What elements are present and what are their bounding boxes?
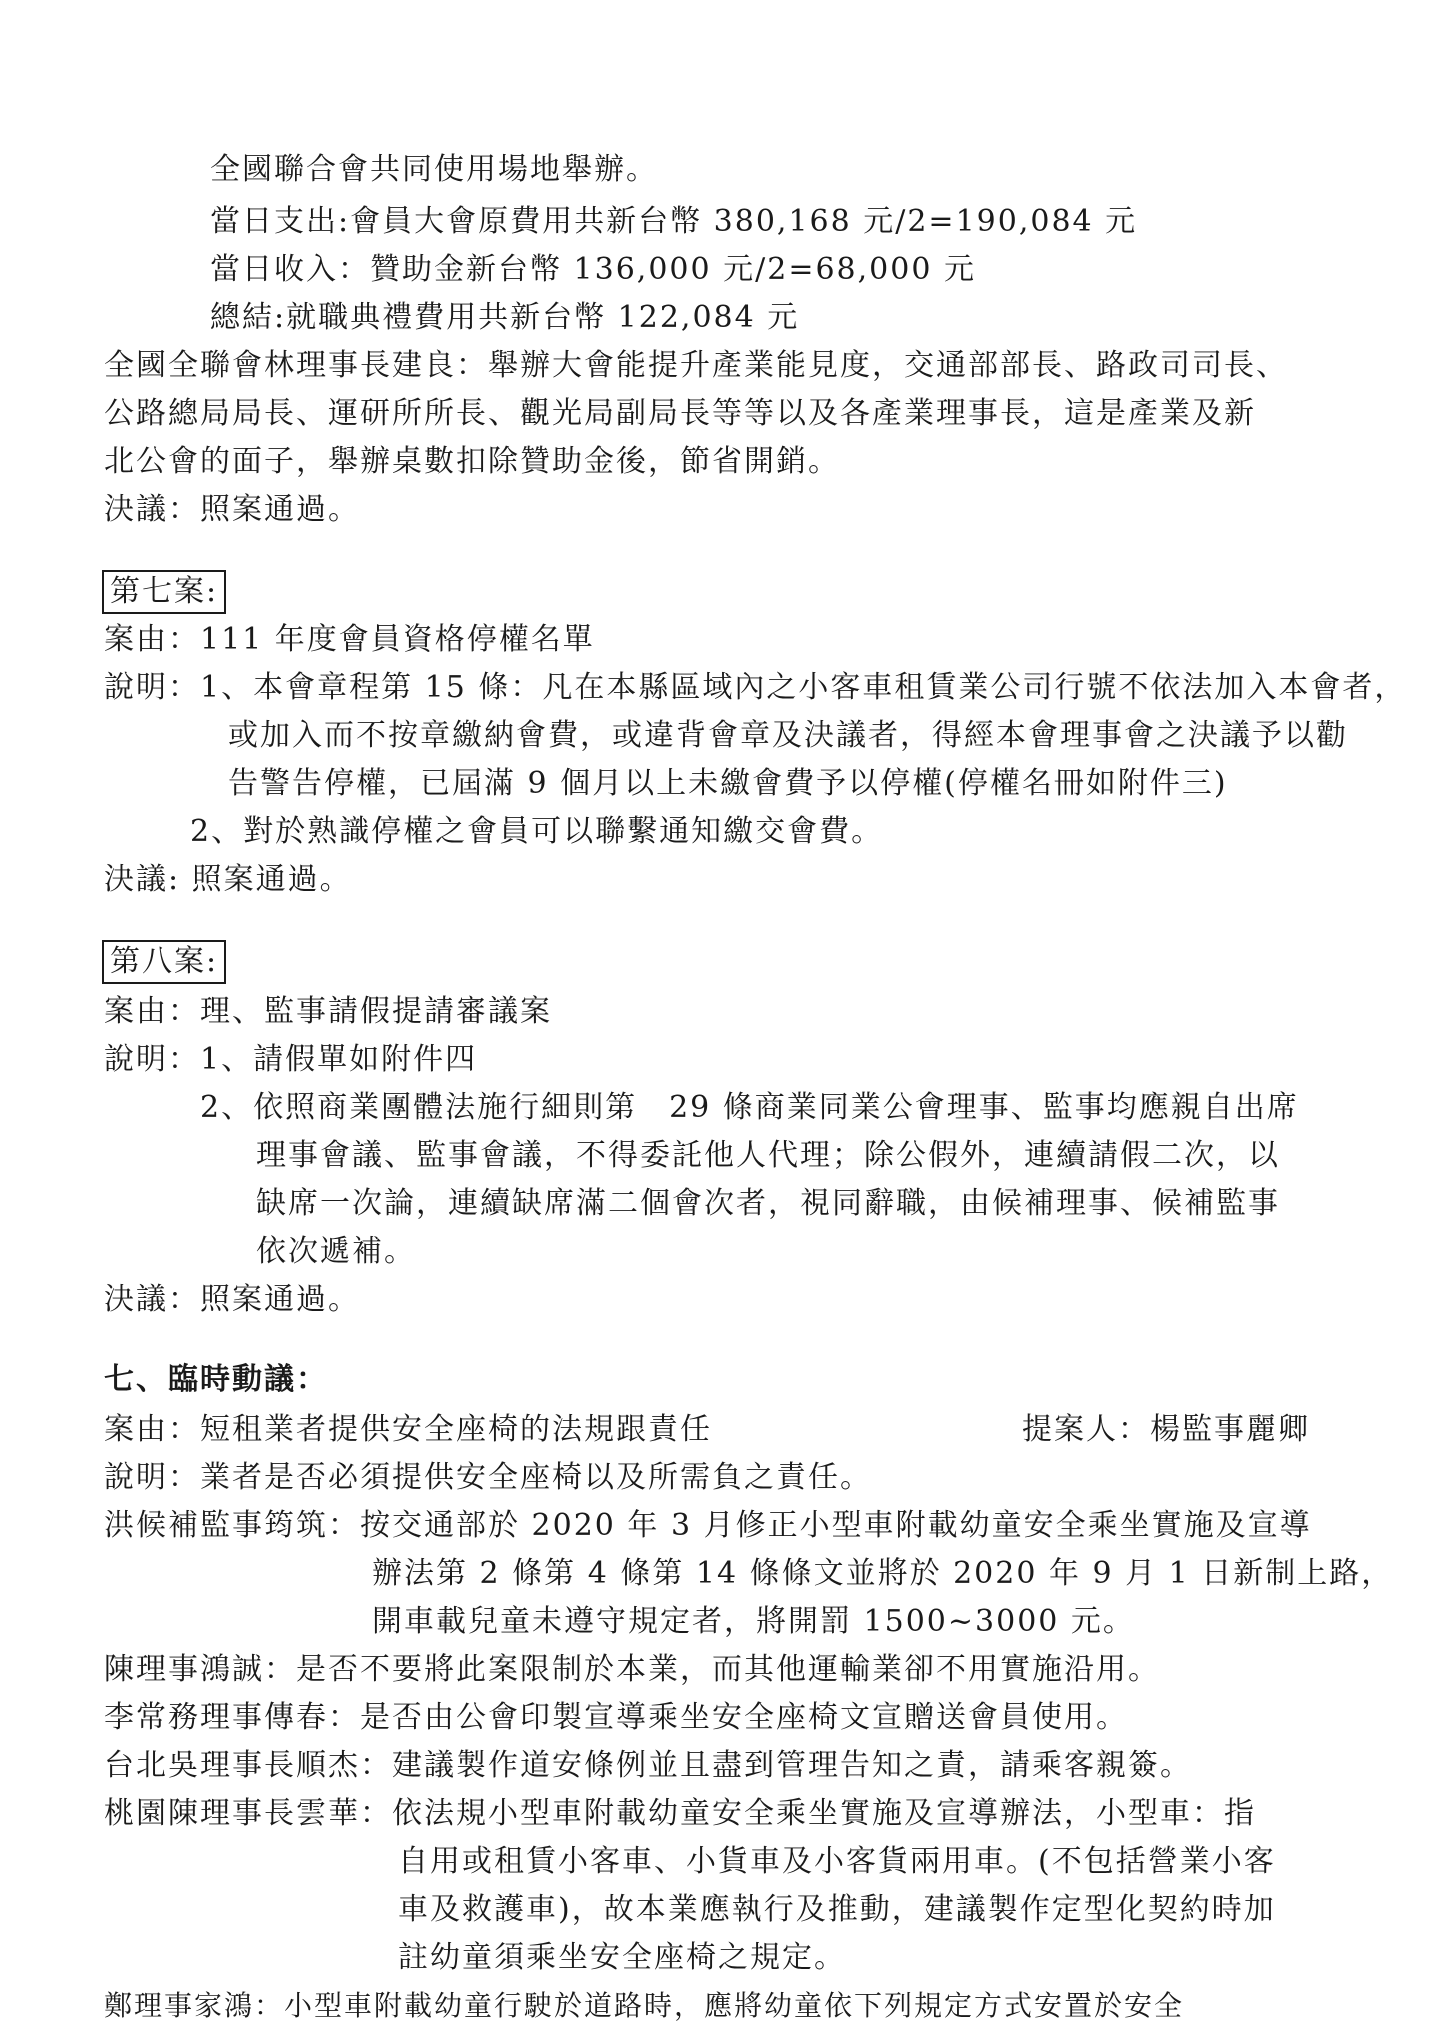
text-line: 台北吳理事長順杰：建議製作道安條例並且盡到管理告知之責，請乘客親簽。 bbox=[104, 1748, 1192, 1783]
text-line: 辦法第 2 條第 4 條第 14 條條文並將於 2020 年 9 月 1 日新制上路， bbox=[372, 1556, 1394, 1591]
resolution-line: 決議: 照案通過。 bbox=[104, 862, 352, 897]
text-line: 說明：業者是否必須提供安全座椅以及所需負之責任。 bbox=[104, 1460, 872, 1495]
text-line: 案由：理、監事請假提請審議案 bbox=[104, 994, 552, 1029]
text-line: 說明：1、請假單如附件四 bbox=[104, 1042, 478, 1077]
text-line: 依次遞補。 bbox=[256, 1234, 416, 1269]
text-line: 北公會的面子，舉辦桌數扣除贊助金後，節省開銷。 bbox=[104, 444, 840, 479]
text-line: 洪候補監事筠筑：按交通部於 2020 年 3 月修正小型車附載幼童安全乘坐實施及宣導 bbox=[104, 1508, 1312, 1543]
text-line: 註幼童須乘坐安全座椅之規定。 bbox=[398, 1940, 846, 1975]
text-line: 公路總局局長、運研所所長、觀光局副局長等等以及各產業理事長，這是產業及新 bbox=[104, 396, 1256, 431]
resolution-line: 決議：照案通過。 bbox=[104, 1282, 360, 1317]
text-line: 全國聯合會共同使用場地舉辦。 bbox=[210, 152, 658, 187]
text-line: 理事會議、監事會議，不得委託他人代理；除公假外，連續請假二次，以 bbox=[256, 1138, 1280, 1173]
section-heading: 七、臨時動議： bbox=[104, 1362, 328, 1397]
case-7-heading: 第七案: bbox=[102, 570, 226, 614]
text-line: 說明：1、本會章程第 15 條：凡在本縣區域內之小客車租賃業公司行號不依法加入本會者， bbox=[104, 670, 1407, 705]
text-line: 鄭理事家鴻：小型車附載幼童行駛於道路時，應將幼童依下列規定方式安置於安全 bbox=[104, 1989, 1185, 2022]
text-line: 陳理事鴻誠：是否不要將此案限制於本業，而其他運輸業卻不用實施沿用。 bbox=[104, 1652, 1160, 1687]
proposer-label: 提案人：楊監事麗卿 bbox=[1022, 1412, 1310, 1447]
text-line: 告警告停權，已屆滿 9 個月以上未繳會費予以停權(停權名冊如附件三) bbox=[228, 766, 1228, 801]
text-line: 桃園陳理事長雲華：依法規小型車附載幼童安全乘坐實施及宣導辦法，小型車：指 bbox=[104, 1796, 1256, 1831]
case-8-heading: 第八案: bbox=[102, 940, 226, 984]
text-line: 當日收入：贊助金新台幣 136,000 元/2=68,000 元 bbox=[210, 252, 976, 287]
text-line: 缺席一次論，連續缺席滿二個會次者，視同辭職，由候補理事、候補監事 bbox=[256, 1186, 1280, 1221]
text-line: 案由：短租業者提供安全座椅的法規跟責任 bbox=[104, 1412, 712, 1447]
resolution-line: 決議：照案通過。 bbox=[104, 492, 360, 527]
text-line: 2、依照商業團體法施行細則第 29 條商業同業公會理事、監事均應親自出席 bbox=[200, 1090, 1299, 1125]
text-line: 案由：111 年度會員資格停權名單 bbox=[104, 622, 595, 657]
text-line: 或加入而不按章繳納會費，或違背會章及決議者，得經本會理事會之決議予以勸 bbox=[228, 718, 1348, 753]
text-line: 總結:就職典禮費用共新台幣 122,084 元 bbox=[210, 300, 800, 335]
text-line: 當日支出:會員大會原費用共新台幣 380,168 元/2=190,084 元 bbox=[210, 204, 1138, 239]
text-line: 李常務理事傳春：是否由公會印製宣導乘坐安全座椅文宣贈送會員使用。 bbox=[104, 1700, 1128, 1735]
text-line: 車及救護車)，故本業應執行及推動，建議製作定型化契約時加 bbox=[398, 1892, 1276, 1927]
text-line: 全國全聯會林理事長建良：舉辦大會能提升產業能見度，交通部部長、路政司司長、 bbox=[104, 348, 1288, 383]
text-line: 2、對於熟識停權之會員可以聯繫通知繳交會費。 bbox=[190, 814, 884, 849]
text-line: 開車載兒童未遵守規定者，將開罰 1500~3000 元。 bbox=[372, 1604, 1135, 1639]
text-line: 自用或租賃小客車、小貨車及小客貨兩用車。(不包括營業小客 bbox=[398, 1844, 1276, 1879]
